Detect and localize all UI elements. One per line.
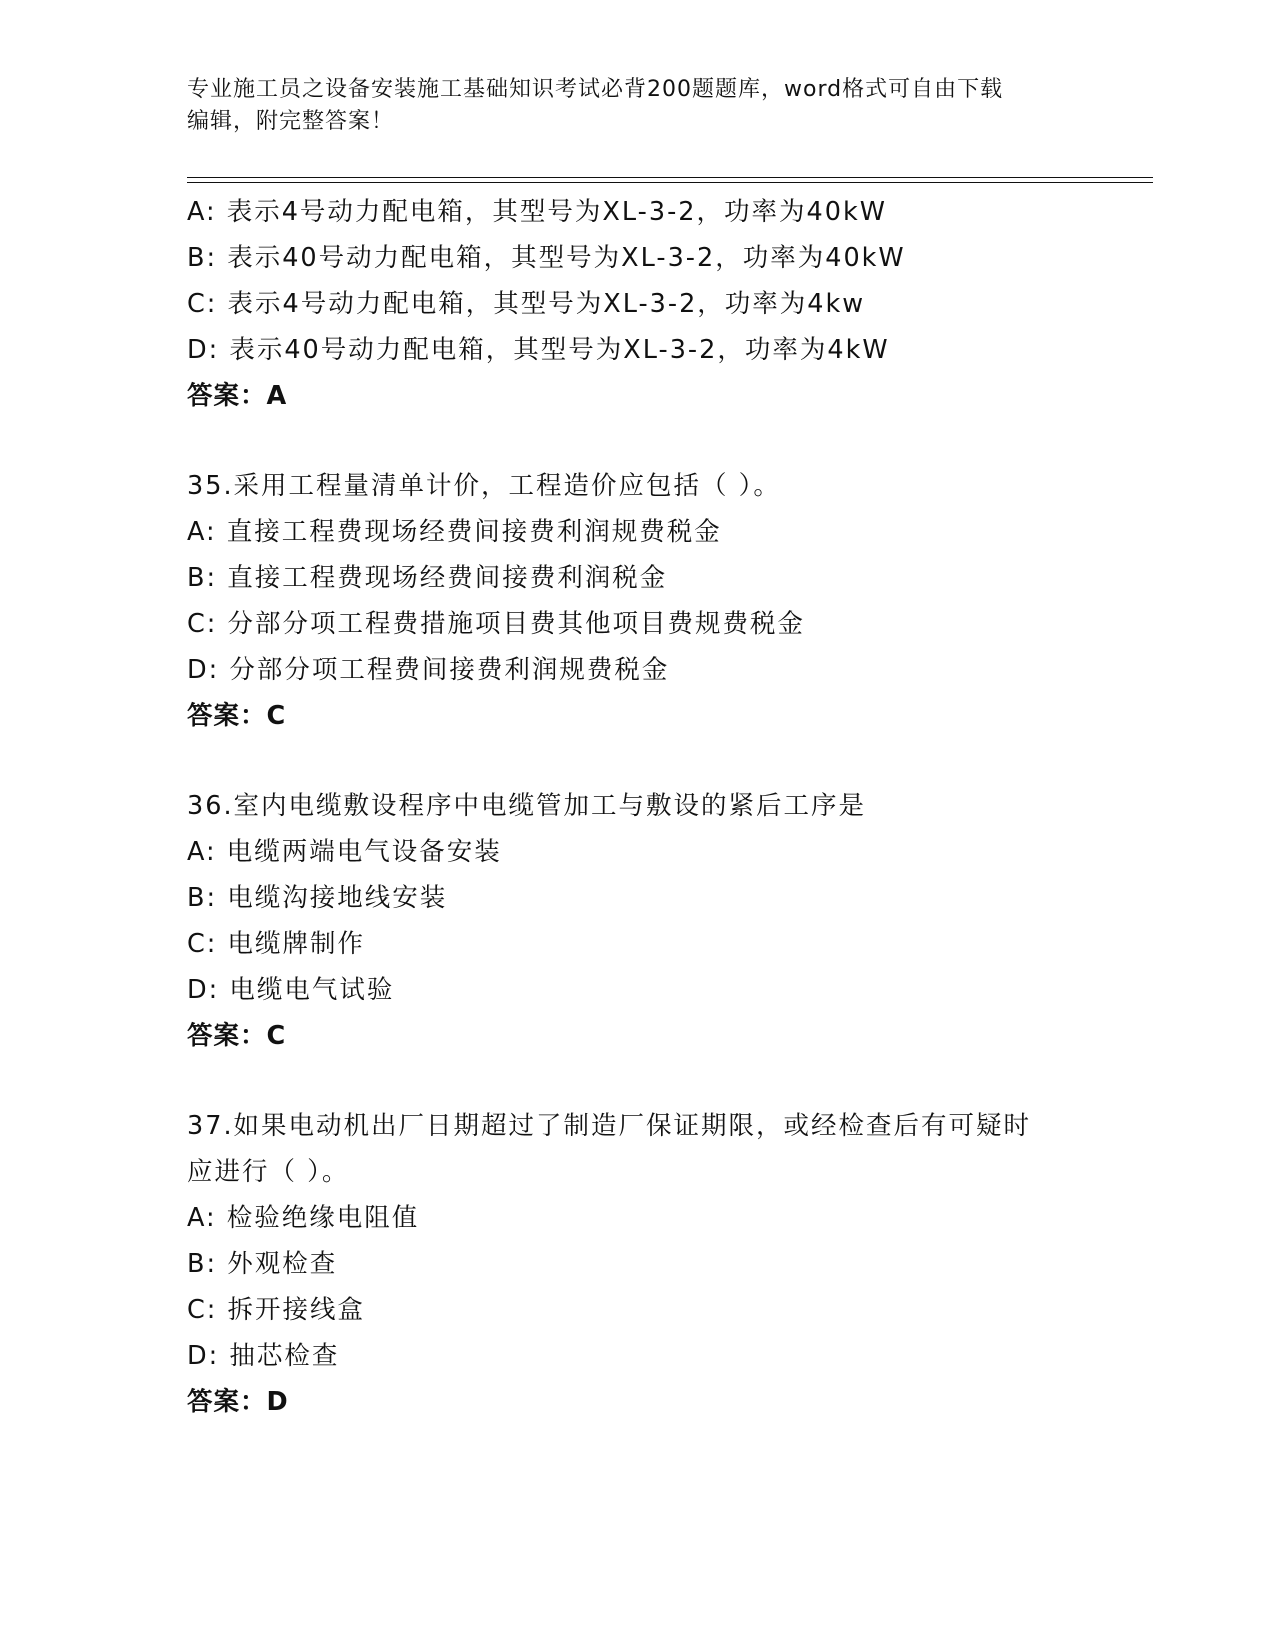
question-block [187, 189, 1117, 419]
header-line-2: 编辑，附完整答案！ [187, 109, 395, 134]
option-c: C: 分部分项工程费措施项目费其他项目费规费税金 [187, 609, 806, 639]
question-stem: 35.采用工程量清单计价，工程造价应包括（ ）。 [187, 471, 781, 501]
option-c: C: 拆开接线盒 [187, 1295, 366, 1325]
question-stem: 36.室内电缆敷设程序中电缆管加工与敷设的紧后工序是 [187, 791, 867, 821]
option-d: D: 分部分项工程费间接费利润规费税金 [187, 655, 670, 685]
option-a: A: 电缆两端电气设备安装 [187, 837, 502, 867]
header-rule-bottom [187, 182, 1153, 183]
option-c: C: 表示4号动力配电箱，其型号为XL-3-2，功率为4kw [187, 289, 866, 319]
option-a: A: 表示4号动力配电箱，其型号为XL-3-2，功率为40kW [187, 197, 887, 227]
answer-line: 答案：C [187, 701, 287, 731]
spacer [187, 739, 1117, 783]
option-a: A: 直接工程费现场经费间接费利润规费税金 [187, 517, 722, 547]
answer-line: 答案：A [187, 381, 288, 411]
document-header [187, 74, 1087, 138]
question-stem-continued: 应进行（ ）。 [187, 1157, 350, 1187]
option-b: B: 外观检查 [187, 1249, 338, 1279]
question-block [187, 783, 1117, 1059]
option-d: D: 电缆电气试验 [187, 975, 395, 1005]
option-c: C: 电缆牌制作 [187, 929, 366, 959]
question-stem: 37.如果电动机出厂日期超过了制造厂保证期限，或经检查后有可疑时 [187, 1111, 1032, 1141]
answer-line: 答案：C [187, 1021, 287, 1051]
question-block [187, 1103, 1117, 1425]
answer-line: 答案：D [187, 1387, 289, 1417]
spacer [187, 1059, 1117, 1103]
spacer [187, 419, 1117, 463]
option-a: A: 检验绝缘电阻值 [187, 1203, 420, 1233]
option-d: D: 抽芯检查 [187, 1341, 340, 1371]
option-d: D: 表示40号动力配电箱，其型号为XL-3-2，功率为4kW [187, 335, 890, 365]
question-block [187, 463, 1117, 739]
option-b: B: 电缆沟接地线安装 [187, 883, 448, 913]
option-b: B: 直接工程费现场经费间接费利润税金 [187, 563, 668, 593]
header-rule-top [187, 177, 1153, 178]
option-b: B: 表示40号动力配电箱，其型号为XL-3-2，功率为40kW [187, 243, 906, 273]
header-line-1: 专业施工员之设备安装施工基础知识考试必背200题题库，word格式可自由下载 [187, 77, 1004, 102]
question-list [187, 189, 1117, 1425]
